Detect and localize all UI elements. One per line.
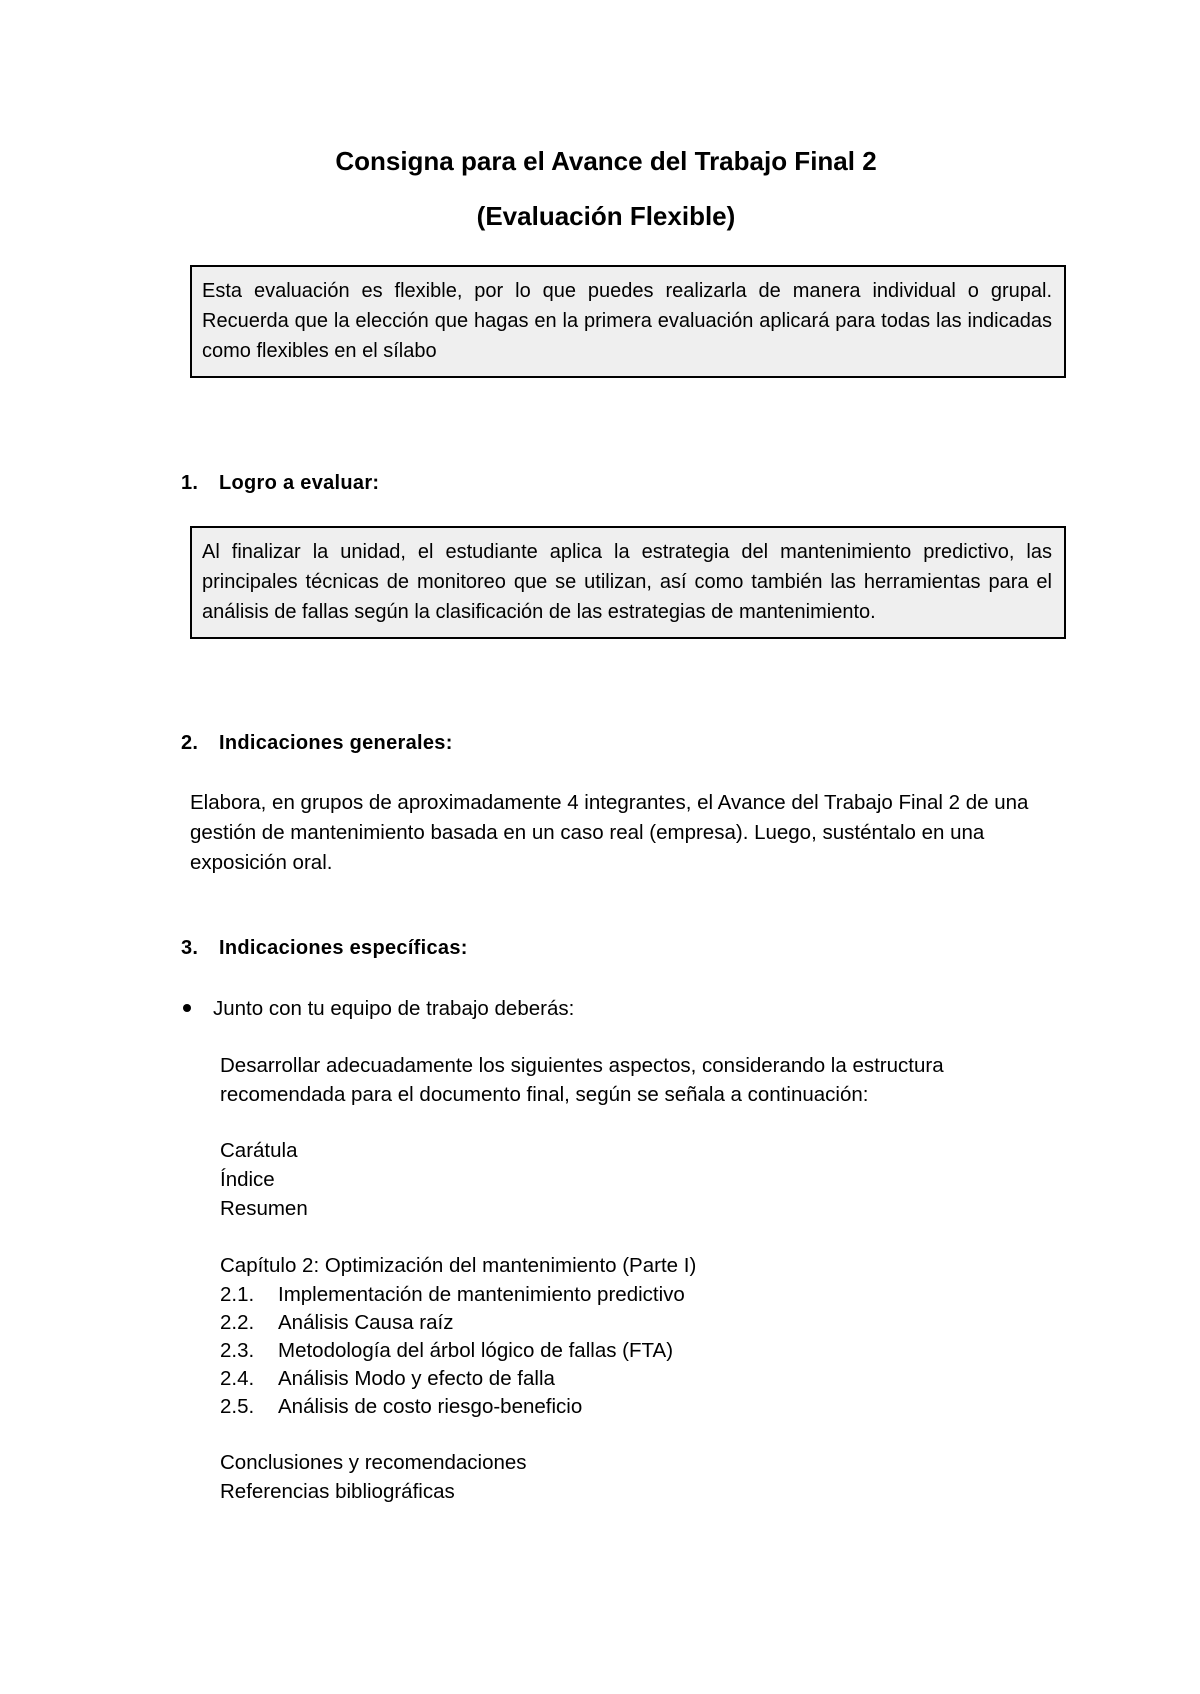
section-number: 1. [181,472,199,494]
chapter-item-label: Análisis de costo riesgo-beneficio [278,1395,583,1418]
chapter-item [220,1392,696,1420]
bullet-icon [183,1004,191,1012]
chapter-item-number: 2.2. [220,1311,255,1334]
chapter-item-label: Análisis Modo y efecto de falla [278,1367,555,1390]
document-subtitle: (Evaluación Flexible) [476,201,736,231]
structure-item-indice: Índice [220,1168,275,1191]
closing-item-conclusiones: Conclusiones y recomendaciones [220,1451,527,1474]
chapter-item-label: Metodología del árbol lógico de fallas (FTA) [278,1339,674,1362]
develop-instructions-text: Desarrollar adecuadamente los siguientes aspectos, considerando la estructura recomendada para el documento final, según se señala a continuación: [220,1054,944,1106]
chapter-item [220,1280,696,1308]
section-heading-logro [181,472,379,495]
closing-item-referencias: Referencias bibliográficas [220,1480,455,1503]
structure-item-resumen: Resumen [220,1197,308,1220]
chapter-item-number: 2.1. [220,1283,255,1306]
chapter-item-label: Análisis Causa raíz [278,1311,454,1334]
chapter-title: Capítulo 2: Optimización del mantenimiento (Parte I) [220,1254,697,1277]
section-heading-specific [181,937,468,960]
bullet-item [183,997,574,1021]
chapter-item [220,1308,696,1336]
document-title: Consigna para el Avance del Trabajo Final 2 [335,146,877,176]
chapter-item-number: 2.5. [220,1395,255,1418]
chapter-block [220,1251,696,1420]
chapter-item-label: Implementación de mantenimiento predictivo [278,1283,685,1306]
logro-box: Al finalizar la unidad, el estudiante aplica la estrategia del mantenimiento predictivo, las principales técnicas de monitoreo que se utilizan, así como también las herramientas para el análisis de fallas según la clasificación de las estrategias de mantenimiento. [190,526,1066,639]
flexible-evaluation-notice: Esta evaluación es flexible, por lo que puedes realizarla de manera individual o grupal. Recuerda que la elección que hagas en la primera evaluación aplicará para todas las indicadas como flexibles en el sílabo [190,265,1066,378]
structure-list [220,1136,308,1223]
section-title: Logro a evaluar: [219,472,380,494]
chapter-item [220,1364,696,1392]
chapter-item [220,1336,696,1364]
section-title: Indicaciones específicas: [219,937,468,959]
section-number: 2. [181,732,199,754]
closing-list [220,1448,527,1506]
structure-item-caratula: Carátula [220,1139,298,1162]
section-title: Indicaciones generales: [219,732,453,754]
chapter-item-number: 2.3. [220,1339,255,1362]
general-instructions-text: Elabora, en grupos de aproximadamente 4 integrantes, el Avance del Trabajo Final 2 de una gestión de mantenimiento basada en un caso real (empresa). Luego, susténtalo en una exposición oral. [190,791,1029,874]
section-number: 3. [181,937,199,959]
bullet-text: Junto con tu equipo de trabajo deberás: [213,997,575,1020]
section-heading-general [181,732,453,755]
chapter-item-number: 2.4. [220,1367,255,1390]
